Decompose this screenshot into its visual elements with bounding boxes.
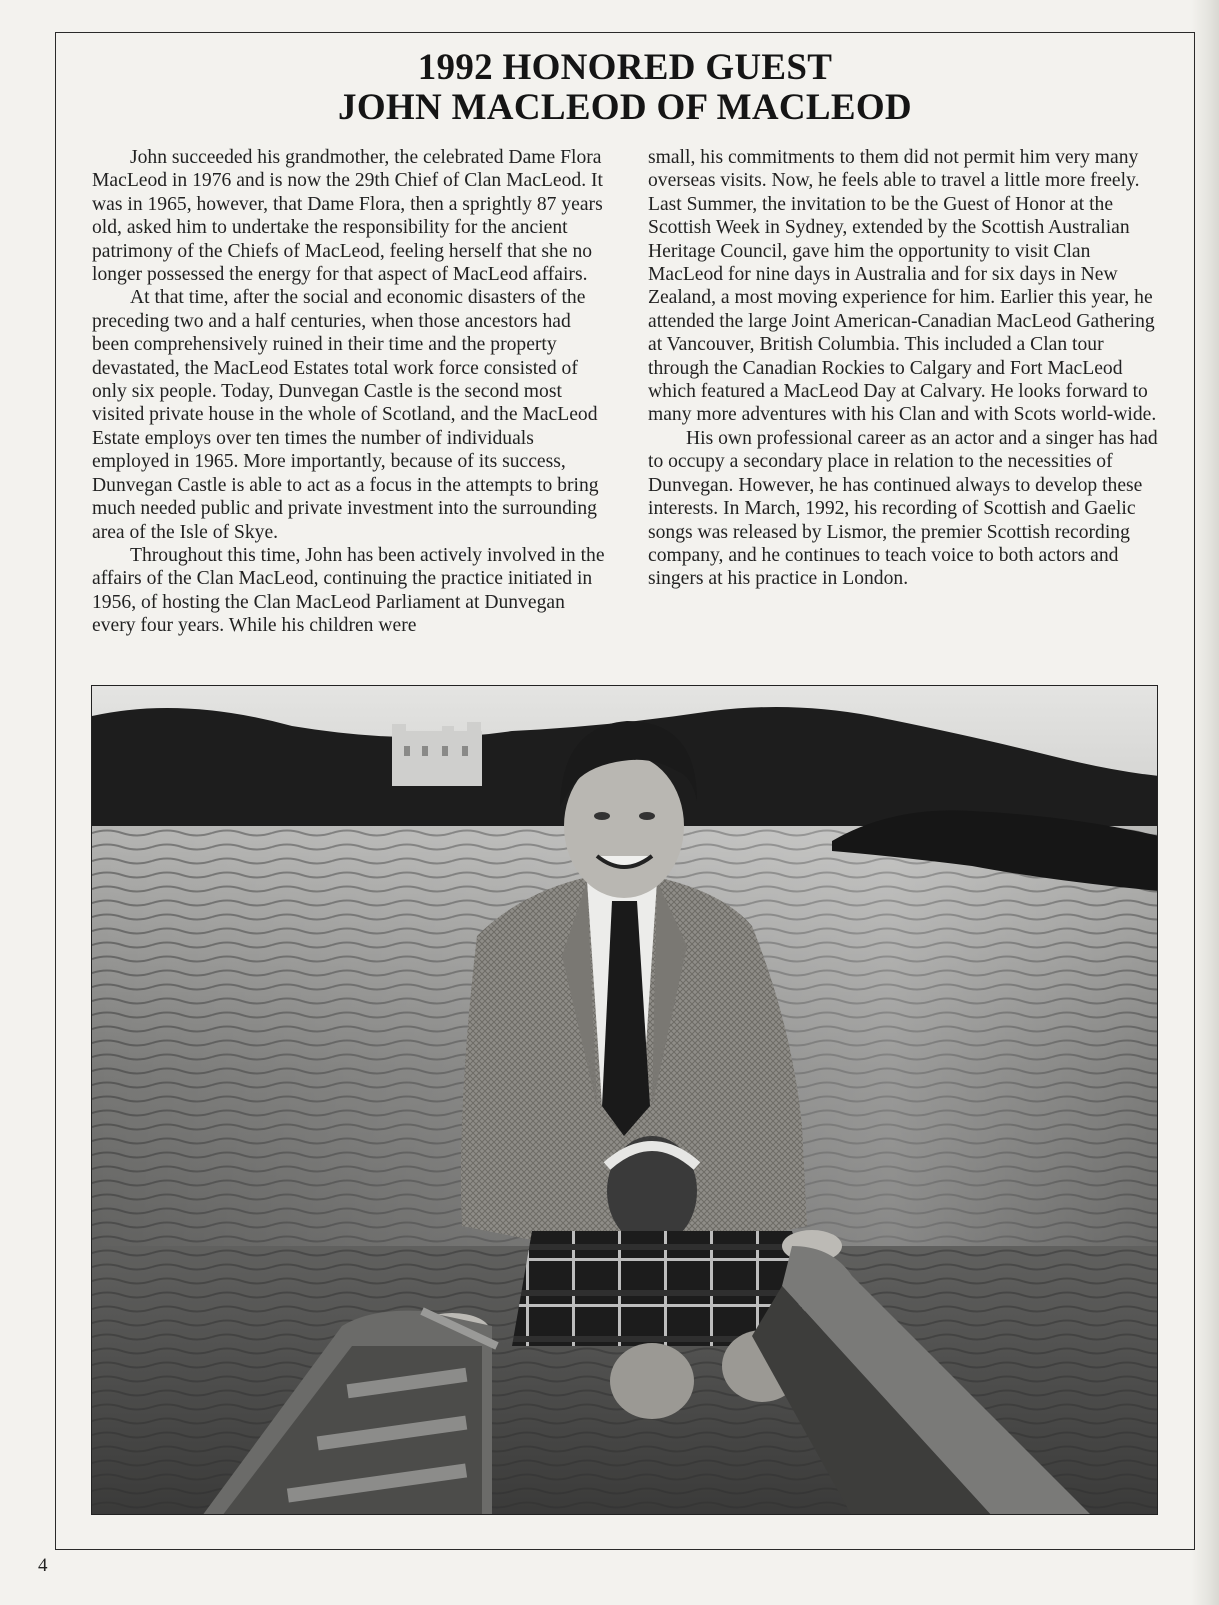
- paragraph: At that time, after the social and economic disasters of the preceding two and a half centuries, when those ancestors had been comprehensively ruined in their time and the property devastated, the MacLeod Estates total work force consisted of only six people. Today, Dunvegan Castle is the second most visited private house in the whole of Scotland, and the MacLeod Estate employs over ten times the number of individuals employed in 1965. More importantly, because of its success, Dunvegan Castle is able to act as a focus in the attempts to bring much needed public and private investment into the surrounding area of the Isle of Skye.: [92, 287, 599, 543]
- photo-illustration: [92, 686, 1158, 1515]
- portrait-photo: [91, 685, 1158, 1515]
- article-column-right: [648, 146, 1166, 591]
- article-column-left: [92, 146, 610, 638]
- paragraph: small, his commitments to them did not permit him very many overseas visits. Now, he feels able to travel a little more freely. Last Summer, the invitation to be the Guest of Honor at the Scottish Week in Sydney, extended by the Scottish Australian Heritage Council, gave him the opportunity to visit Clan MacLeod for nine days in Australia and for six days in New Zealand, a most moving experience for him. Earlier this year, he attended the large Joint American-Canadian MacLeod Gathering at Vancouver, British Columbia. This included a Clan tour through the Canadian Rockies to Calgary and Fort MacLeod which featured a MacLeod Day at Calvary. He looks forward to many more adventures with his Clan and with Scots world-wide.: [648, 147, 1157, 426]
- title-line-1: 1992 HONORED GUEST: [417, 47, 833, 88]
- title-line-2: JOHN MACLEOD OF MACLEOD: [338, 87, 912, 128]
- paragraph: His own professional career as an actor and a singer has had to occupy a secondary place in relation to the necessities of Dunvegan. However, he has continued always to develop these interests. In March, 1992, his recording of Scottish and Gaelic songs was released by Lismor, the premier Scottish recording company, and he continues to teach voice to both actors and singers at his practice in London.: [648, 427, 1158, 590]
- page-number: 4: [38, 1555, 48, 1576]
- castle: [392, 722, 482, 786]
- paragraph: John succeeded his grandmother, the celebrated Dame Flora MacLeod in 1976 and is now the 29th Chief of Clan MacLeod. It was in 1965, however, that Dame Flora, then a sprightly 87 years old, asked him to undertake the responsibility for the ancient patrimony of the Chiefs of MacLeod, feeling herself that she no longer possessed the energy for that aspect of MacLeod affairs.: [92, 147, 603, 286]
- paragraph: Throughout this time, John has been actively involved in the affairs of the Clan MacLeod, continuing the practice initiated in 1956, of hosting the Clan MacLeod Parliament at Dunvegan every four years. While his children were: [92, 544, 605, 637]
- article-title: [55, 48, 1195, 128]
- page-edge-shadow: [1191, 0, 1219, 1605]
